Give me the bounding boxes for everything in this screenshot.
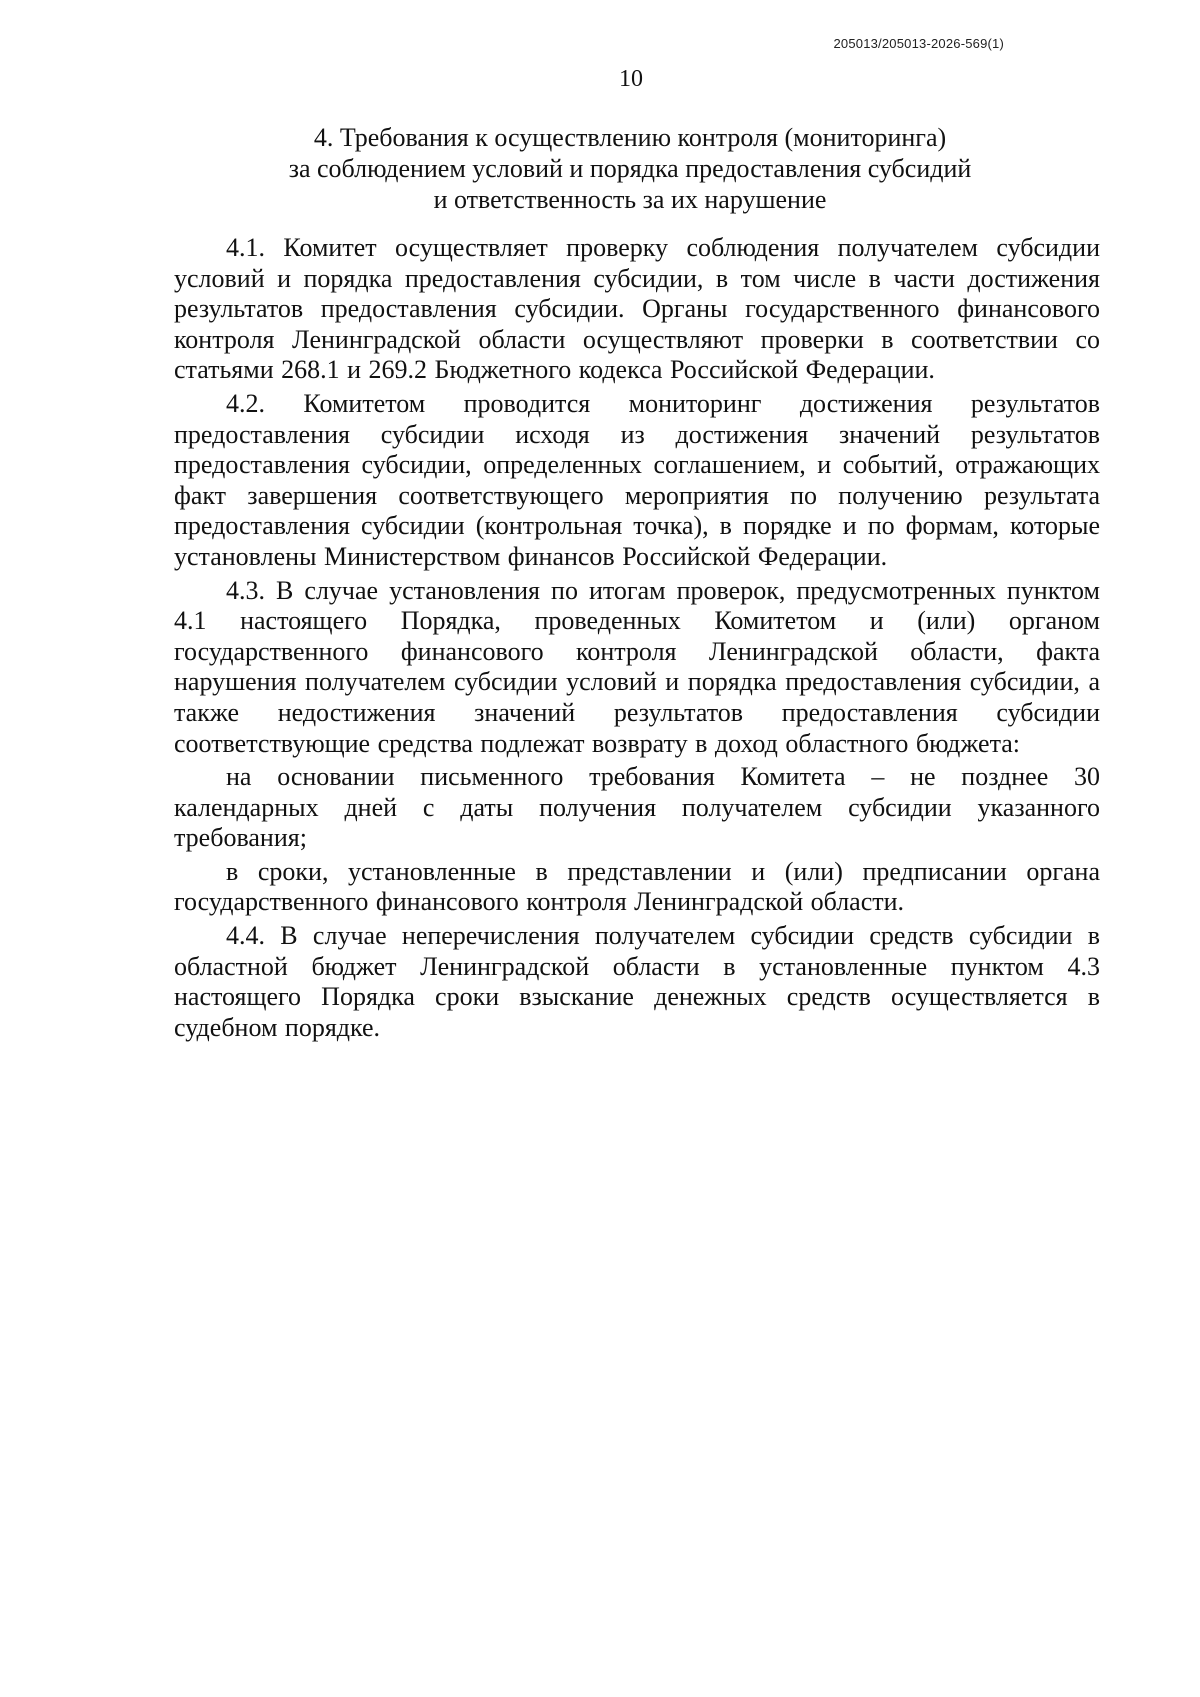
document-body — [174, 233, 1100, 1046]
document-id: 205013/205013-2026-569(1) — [833, 36, 1004, 51]
section-title-line: и ответственность за их нарушение — [433, 185, 827, 214]
section-title-line: 4. Требования к осуществлению контроля (мониторинга) — [313, 123, 947, 152]
section-title-line: за соблюдением условий и порядка предоставления субсидий — [288, 154, 972, 183]
section-title — [150, 122, 1110, 215]
page-number: 10 — [619, 66, 643, 92]
paragraph-4-2: 4.2. Комитетом проводится мониторинг достижения результатов предоставления субсидии исходя из достижения значений результатов предоставления субсидии, определенных соглашением, и событий, отражающих факт завершения соответствующего мероприятия по получению результата предоставления субсидии (контрольная точка), в порядке и по формам, которые установлены Министерством финансов Российской Федерации. — [174, 388, 1100, 571]
paragraph-4-4: 4.4. В случае неперечисления получателем субсидии средств субсидии в областной бюджет Ленинградской области в установленные пунктом 4.3 настоящего Порядка сроки взыскание денежных средств осуществляется в судебном порядке. — [174, 921, 1100, 1042]
paragraph-4-3-item-1: на основании письменного требования Комитета – не позднее 30 календарных дней с даты получения получателем субсидии указанного требования; — [174, 762, 1100, 853]
paragraph-4-1: 4.1. Комитет осуществляет проверку соблюдения получателем субсидии условий и порядка предоставления субсидии, в том числе в части достижения результатов предоставления субсидии. Органы государственного финансового контроля Ленинградской области осуществляют проверки в соответствии со статьями 268.1 и 269.2 Бюджетного кодекса Российской Федерации. — [174, 233, 1100, 385]
paragraph-4-3-item-2: в сроки, установленные в представлении и (или) предписании органа государственного финансового контроля Ленинградской области. — [174, 856, 1100, 917]
paragraph-4-3: 4.3. В случае установления по итогам проверок, предусмотренных пунктом 4.1 настоящего Порядка, проведенных Комитетом и (или) органом государственного финансового контроля Ленинградской области, факта нарушения получателем субсидии условий и порядка предоставления субсидии, а также недостижения значений результатов предоставления субсидии соответствующие средства подлежат возврату в доход областного бюджета: — [174, 575, 1100, 758]
